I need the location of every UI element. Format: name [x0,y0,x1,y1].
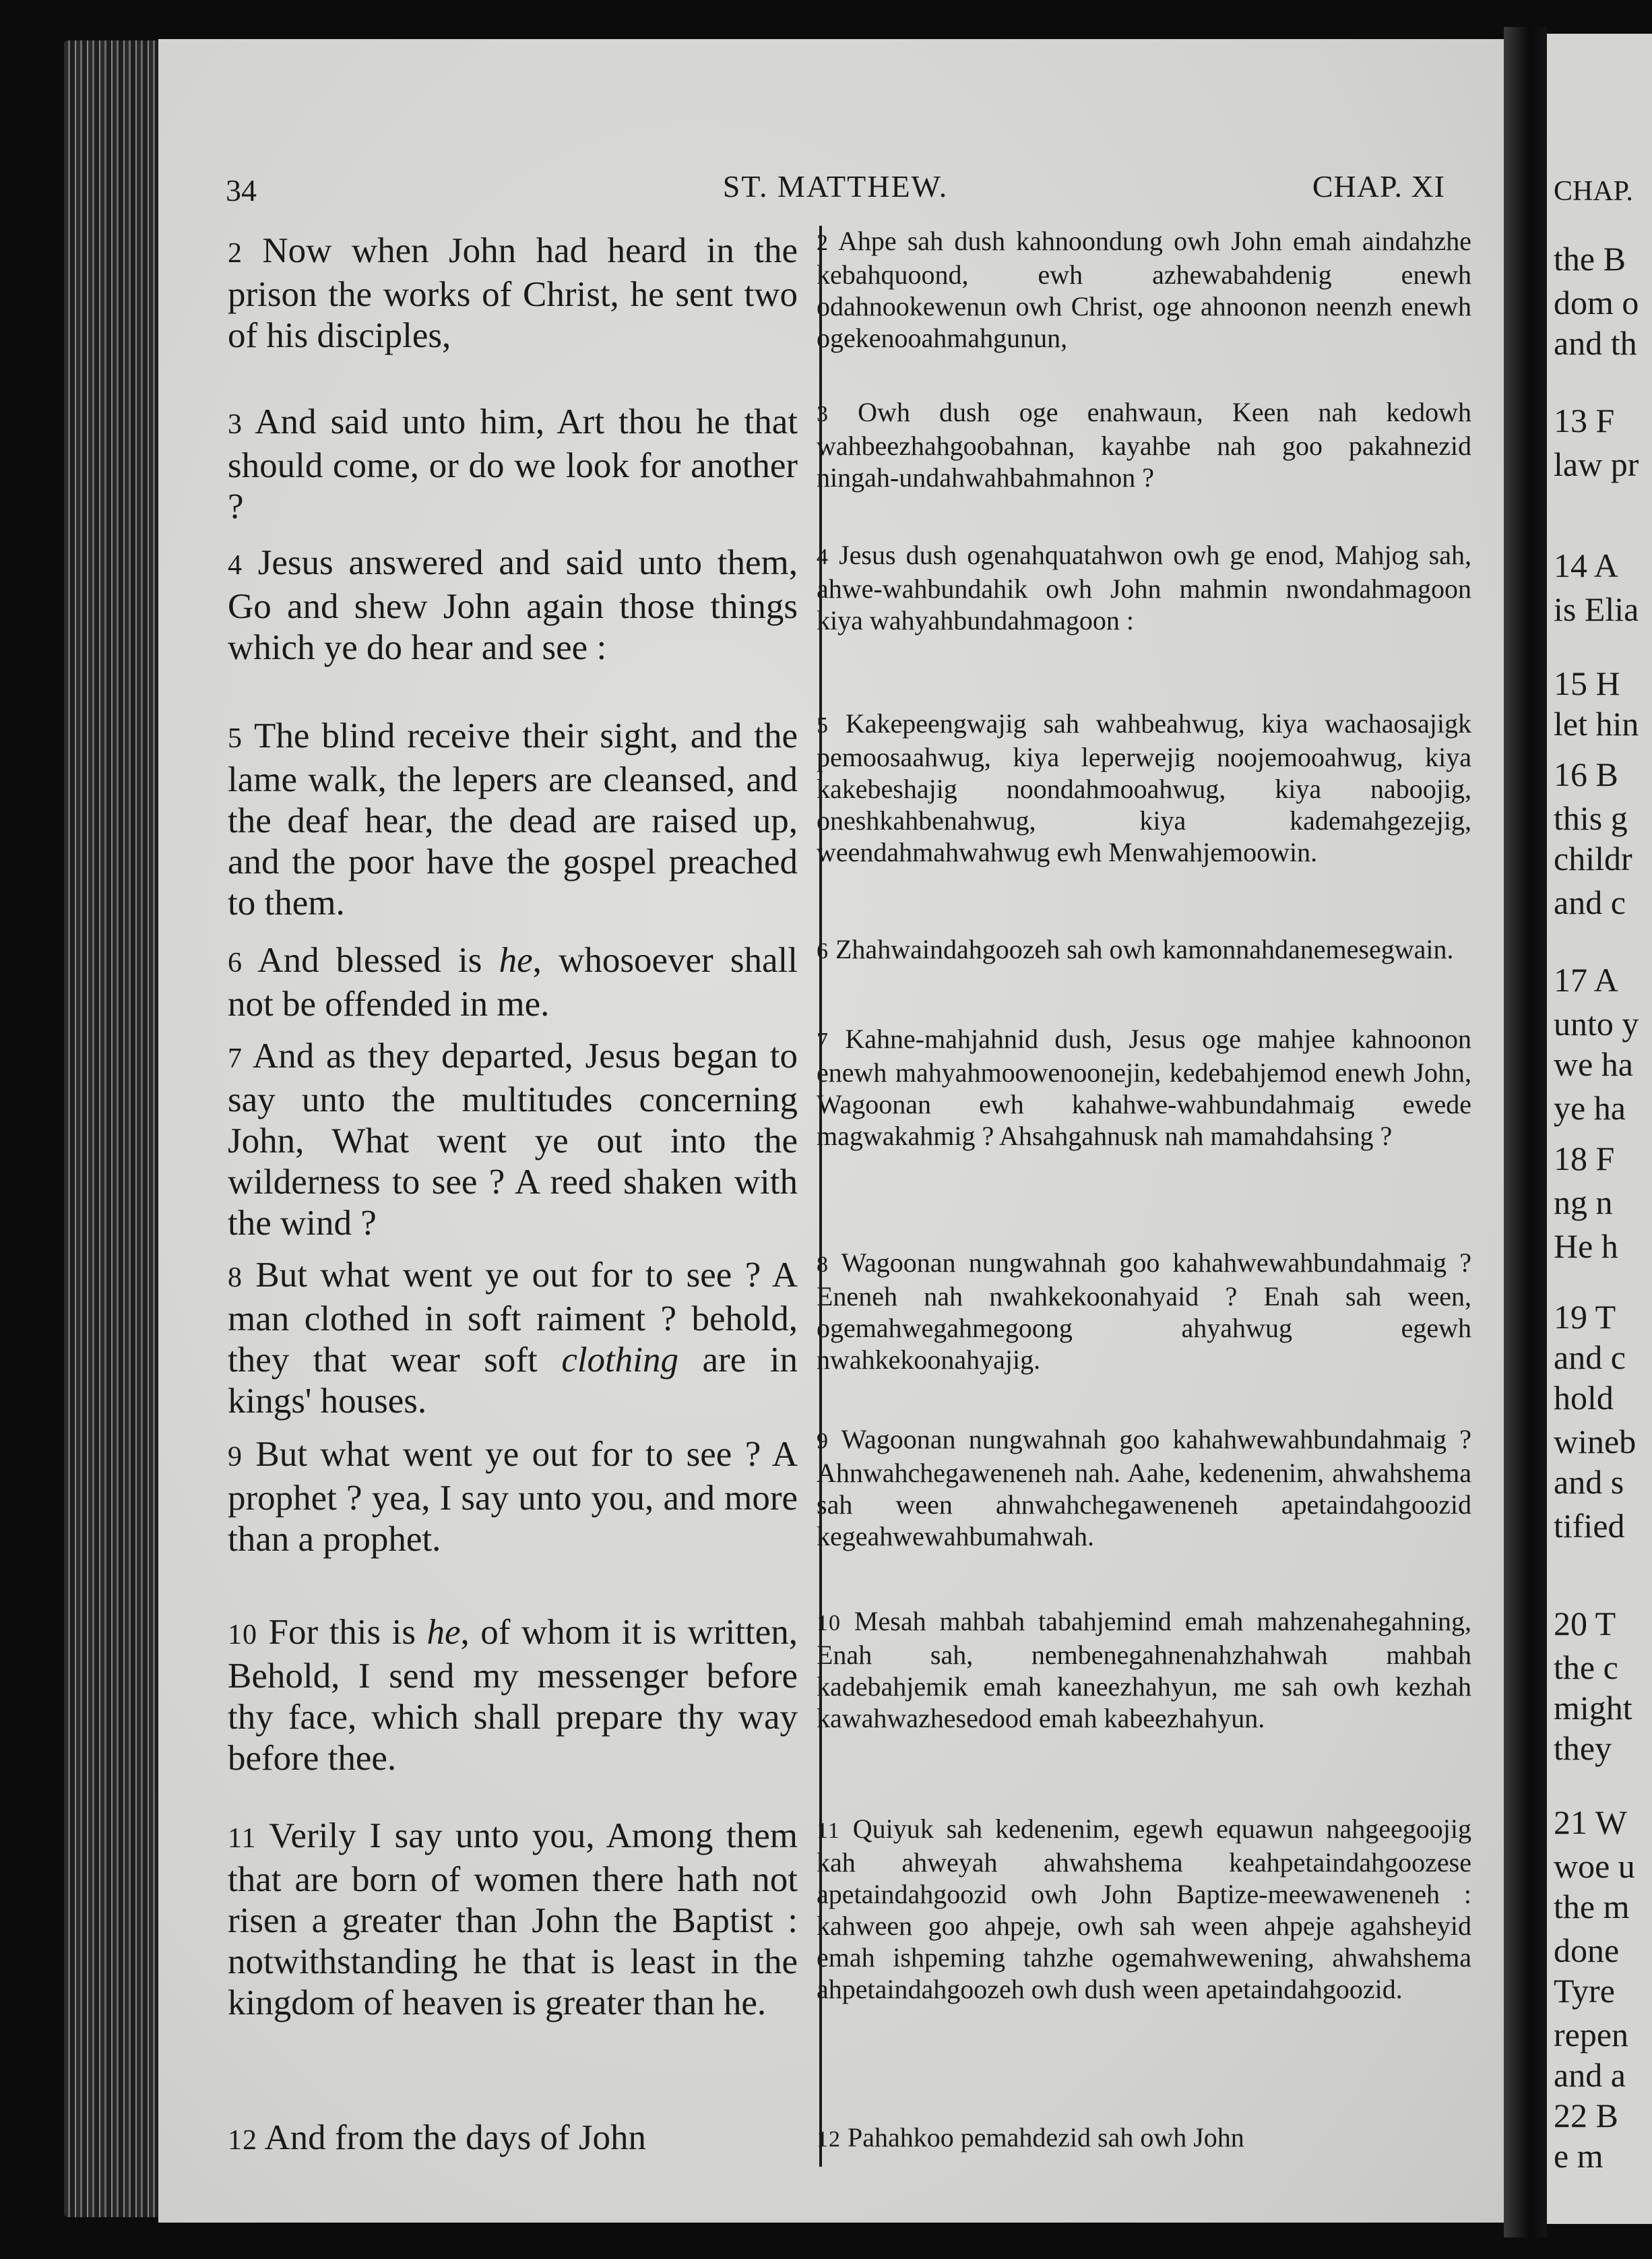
adjacent-page-line: 13 F [1554,402,1615,439]
adjacent-page-line: 15 H [1554,664,1620,702]
adjacent-page-line: woe u [1554,1847,1635,1885]
english-verse-12: 12 And from the days of John [228,2118,647,2157]
adjacent-page-line: unto y [1554,1005,1639,1043]
english-verse-2: 2 Now when John had heard in the prison the works of Christ, he sent two of his disciples, [228,231,798,355]
adjacent-page-line: law pr [1554,445,1639,483]
adjacent-page-line: and th [1554,324,1637,362]
adjacent-page-line: e m [1554,2137,1603,2175]
ojibwe-verse-4: 4 Jesus dush ogenahquatahwon owh ge enod, Mahjog sah, ahwe-wahbundahik owh John mahmin nwondahmagoon kiya wahyahbundahmagoon : [817,540,1471,636]
adjacent-page-line: and c [1554,884,1626,921]
adjacent-page-line: the B [1554,240,1626,278]
adjacent-page-line: and a [1554,2056,1626,2094]
ojibwe-verse-8: 8 Wagoonan nungwahnah goo kahahwewahbundahmaig ? Eneneh nah nwahkekoonahyaid ? Enah sah ween, ogemahwegahmegoong ahyahwug egewh nwahkekoonahyajig. [817,1247,1471,1375]
english-verse-6: 6 And blessed is he, whosoever shall not be offended in me. [228,941,798,1024]
adjacent-page-line: and c [1554,1338,1626,1376]
adjacent-page-line: childr [1554,840,1632,877]
ojibwe-verse-5: 5 Kakepeengwajig sah wahbeahwug, kiya wachaosajigk pemoosaahwug, kiya leperwejig noojemooahwug, kiya kakebeshajig noondahmooahwug, kiya naboojig, oneshkahbenahwug, kiya kademahgezejig, weendahmahwahwug ewh Menwahjemoowin. [817,708,1471,867]
ojibwe-verse-11: 11 Quiyuk sah kedenenim, egewh equawun nahgeegoojig kah ahweyah ahwahshema keahpetaindahgoozese apetaindahgoozid owh John Baptize-meewaweneneh : kahween goo ahpeje, owh sah ween ahpeje agahsheyid emah ishpeming tahzhe ogemahwewening, ahwahshema ahpetaindahgoozeh owh dush ween apetaindahgoozid. [817,1814,1471,2004]
page-header [226,168,1445,209]
book-title: ST. MATTHEW. [722,169,949,204]
english-verse-7: 7 And as they departed, Jesus began to say unto the multitudes concerning John, What went ye out into the wilderness to see ? A reed shaken with the wind ? [228,1036,798,1243]
english-verse-9: 9 But what went ye out for to see ? A prophet ? yea, I say unto you, and more than a prophet. [228,1435,798,1559]
adjacent-page-fragment [1547,34,1652,2224]
adjacent-page-line: and s [1554,1463,1624,1501]
ojibwe-verse-6: 6 Zhahwaindahgoozeh sah owh kamonnahdanemesegwain. [817,934,1454,964]
adjacent-page-line: ng n [1554,1183,1613,1221]
english-verse-5: 5 The blind receive their sight, and the lame walk, the lepers are cleansed, and the deaf hear, the dead are raised up, and the poor have the gospel preached to them. [228,716,798,923]
english-verse-11: 11 Verily I say unto you, Among them that are born of women there hath not risen a greater than John the Baptist : notwithstanding he that is least in the kingdom of heaven is greater than he. [228,1816,798,2022]
adjacent-page-line: 18 F [1554,1140,1615,1177]
adjacent-page-line: 20 T [1554,1605,1616,1642]
adjacent-page-line: tified [1554,1507,1625,1545]
adjacent-page-line: we ha [1554,1045,1633,1083]
adjacent-page-line: the c [1554,1648,1618,1686]
adjacent-page-line: is Elia [1554,590,1639,628]
english-verse-10: 10 For this is he, of whom it is written, Behold, I send my messenger before thy face, which shall prepare thy way before thee. [228,1613,798,1778]
adjacent-page-line: hold [1554,1379,1614,1417]
adjacent-page-line: ye ha [1554,1089,1626,1127]
adjacent-page-line: 16 B [1554,755,1618,793]
adjacent-page-line: they [1554,1729,1612,1767]
adjacent-page-header: CHAP. [1554,176,1633,207]
ojibwe-verse-9: 9 Wagoonan nungwahnah goo kahahwewahbundahmaig ? Ahnwahchegaweneneh nah. Aahe, kedenenim, ahwahshema sah ween ahnwahchegaweneneh apetaindahgoozid kegeahwewahbumahwah. [817,1424,1471,1551]
adjacent-page-line: He h [1554,1227,1618,1265]
adjacent-page-line: 19 T [1554,1298,1616,1336]
adjacent-page-line: repen [1554,2016,1629,2053]
adjacent-page-line: done [1554,1931,1620,1969]
english-verse-4: 4 Jesus answered and said unto them, Go and shew John again those things which ye do hear and see : [228,543,798,667]
ojibwe-verse-7: 7 Kahne-mahjahnid dush, Jesus oge mahjee kahnoonon enewh mahyahmoowenoonejin, kedebahjemod enewh John, Wagoonan ewh kahahwe-wahbundahmaig ewede magwakahmig ? Ahsahgahnusk nah mamahdahsing ? [817,1024,1471,1151]
adjacent-page-line: 21 W [1554,1803,1627,1841]
adjacent-page-line: wineb [1554,1423,1637,1460]
adjacent-page-line: 17 A [1554,961,1618,999]
page-number: 34 [226,173,257,208]
adjacent-page-line: let hin [1554,705,1639,743]
adjacent-page-line: the m [1554,1888,1630,1925]
chapter-label: CHAP. XI [1312,169,1445,204]
adjacent-page-line: might [1554,1689,1632,1727]
adjacent-page-line: 14 A [1554,547,1618,584]
book-spine-edge [64,40,165,2217]
ojibwe-verse-10: 10 Mesah mahbah tabahjemind emah mahzenahegahning, Enah sah, nembenegahnenahzhahwah mahbah kadebahjemik emah kaneezhahyun, me sah owh kezhah kawahwazhesedood emah kabeezhahyun. [817,1606,1471,1733]
english-verse-8: 8 But what went ye out for to see ? A man clothed in soft raiment ? behold, they that wear soft clothing are in kings' houses. [228,1256,798,1421]
ojibwe-verse-12: 12 Pahahkoo pemahdezid sah owh John [817,2122,1244,2153]
book-gutter [1504,27,1547,2237]
adjacent-page-line: this g [1554,799,1628,837]
english-verse-3: 3 And said unto him, Art thou he that should come, or do we look for another ? [228,402,798,526]
adjacent-page-line: Tyre [1554,1972,1615,2010]
ojibwe-verse-3: 3 Owh dush oge enahwaun, Keen nah kedowh wahbeezhahgoobahnan, kayahbe nah goo pakahnezid ningah-undahwahbahmahnon ? [817,397,1471,493]
ojibwe-verse-2: 2 Ahpe sah dush kahnoondung owh John emah aindahzhe kebahquoond, ewh azhewabahdenig enewh odahnookewenun owh Christ, oge ahnoonon neenzh enewh ogekenooahmahgunun, [817,226,1471,353]
adjacent-page-line: 22 B [1554,2097,1618,2134]
adjacent-page-line: dom o [1554,284,1639,321]
